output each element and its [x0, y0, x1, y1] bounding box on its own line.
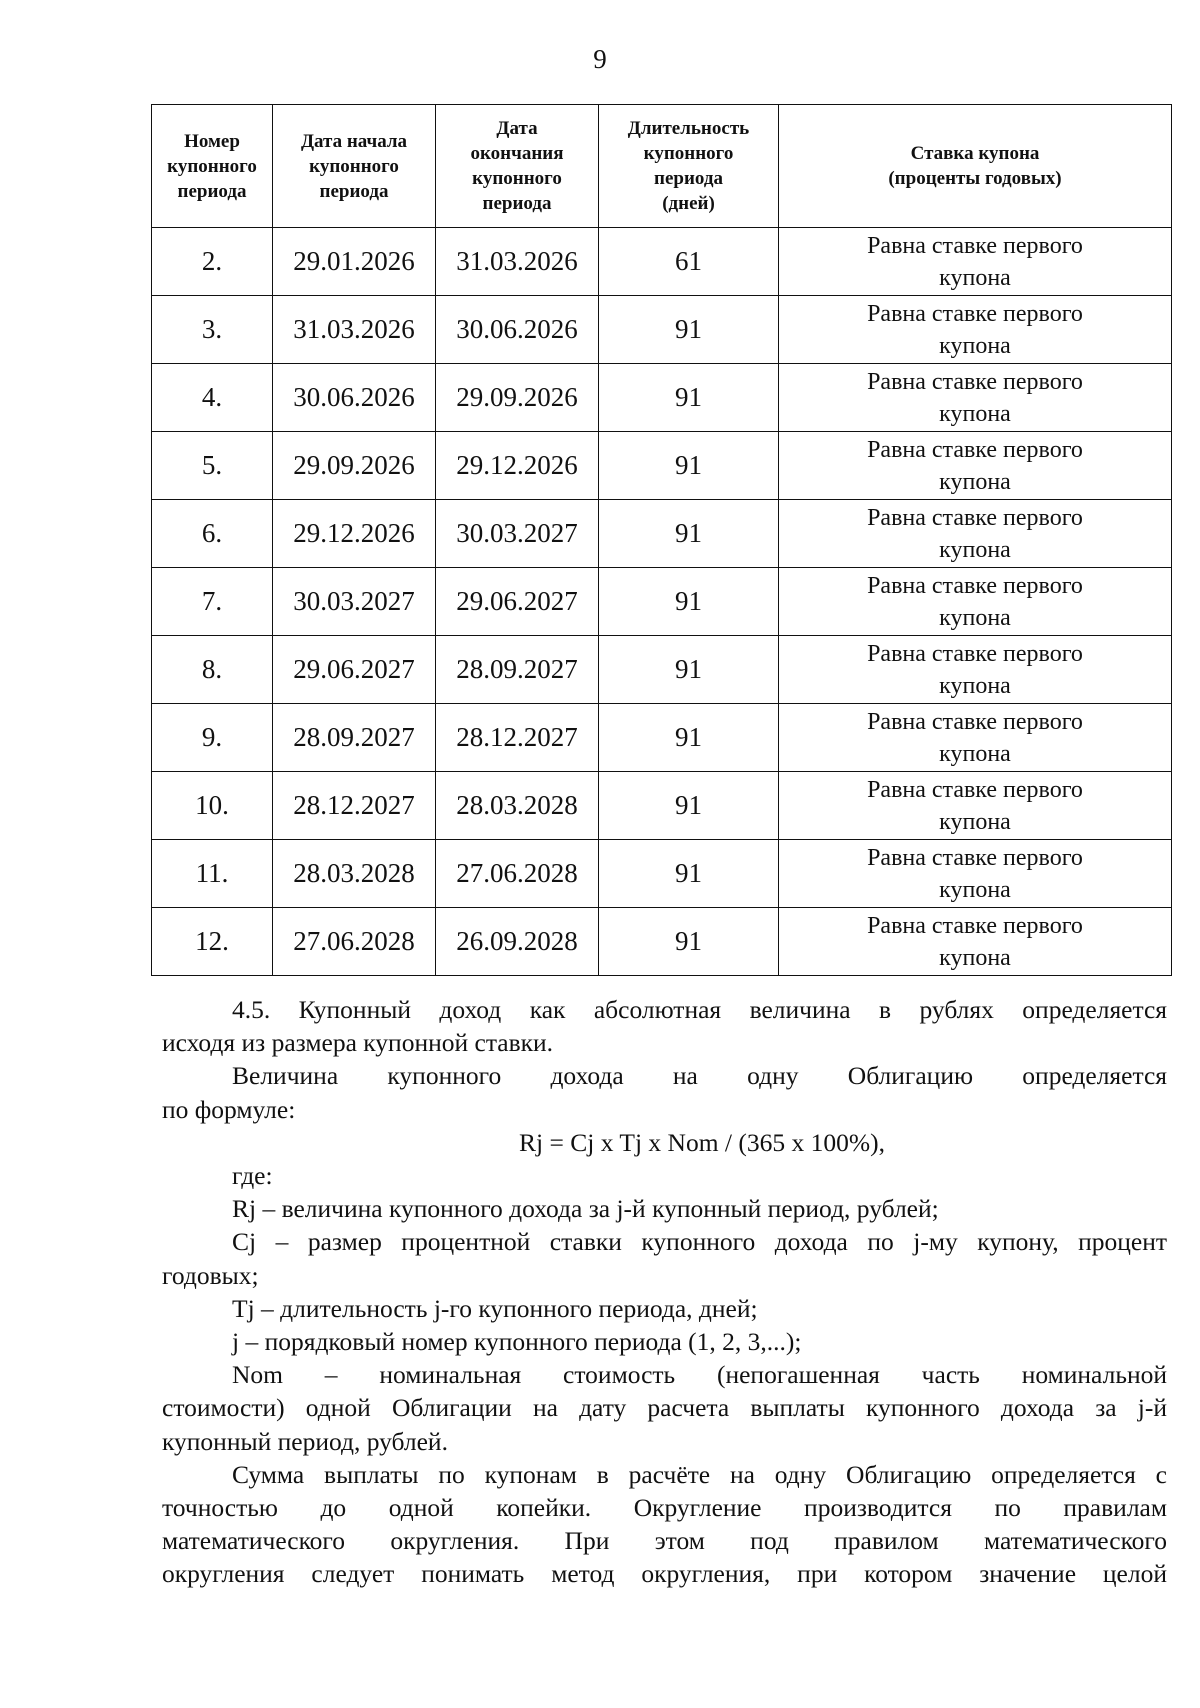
cell-start-date: 30.06.2026 [273, 364, 436, 432]
cell-end-date: 28.03.2028 [436, 772, 599, 840]
table-row [152, 908, 1172, 976]
paragraph-value-line-2: по формуле: [162, 1094, 296, 1124]
body-text [162, 993, 1167, 1591]
cell-coupon-number: 7. [152, 568, 273, 636]
header-coupon-rate: Ставка купона (проценты годовых) [779, 105, 1172, 228]
cell-end-date: 26.09.2028 [436, 908, 599, 976]
coupon-formula: Rj = Cj x Tj x Nom / (365 x 100%), [519, 1127, 885, 1157]
table-row [152, 296, 1172, 364]
cell-duration-days: 91 [599, 500, 779, 568]
paragraph-sum-line-4: округления следует понимать метод округления, при котором значение целой [162, 1559, 1167, 1589]
cell-end-date: 31.03.2026 [436, 228, 599, 296]
cell-coupon-number: 11. [152, 840, 273, 908]
cell-start-date: 31.03.2026 [273, 296, 436, 364]
cell-end-date: 29.12.2026 [436, 432, 599, 500]
table-row [152, 500, 1172, 568]
cell-duration-days: 91 [599, 568, 779, 636]
definition-nom-line-2: стоимости) одной Облигации на дату расчета выплаты купонного дохода за j-й [162, 1393, 1167, 1423]
cell-coupon-rate: Равна ставке первого купона [779, 908, 1172, 976]
cell-end-date: 29.09.2026 [436, 364, 599, 432]
paragraph-4-5-line-2: исходя из размера купонной ставки. [162, 1028, 554, 1058]
definition-tj: Tj – длительность j-го купонного периода, дней; [232, 1293, 758, 1323]
cell-duration-days: 91 [599, 364, 779, 432]
cell-duration-days: 91 [599, 432, 779, 500]
table-row [152, 704, 1172, 772]
header-start-date: Дата начала купонного периода [273, 105, 436, 228]
cell-duration-days: 91 [599, 840, 779, 908]
cell-start-date: 28.03.2028 [273, 840, 436, 908]
cell-start-date: 30.03.2027 [273, 568, 436, 636]
cell-coupon-rate: Равна ставке первого купона [779, 840, 1172, 908]
cell-coupon-rate: Равна ставке первого купона [779, 500, 1172, 568]
cell-duration-days: 91 [599, 704, 779, 772]
table-row [152, 364, 1172, 432]
cell-duration-days: 91 [599, 908, 779, 976]
table-row [152, 228, 1172, 296]
header-end-date: Дата окончания купонного периода [436, 105, 599, 228]
paragraph-sum-line-3: математического округления. При этом под правилом математического [162, 1526, 1167, 1556]
paragraph-sum-line-2: точностью до одной копейки. Округление производится по правилам [162, 1493, 1167, 1523]
cell-start-date: 29.12.2026 [273, 500, 436, 568]
cell-duration-days: 61 [599, 228, 779, 296]
cell-coupon-rate: Равна ставке первого купона [779, 296, 1172, 364]
cell-coupon-number: 2. [152, 228, 273, 296]
table-row [152, 568, 1172, 636]
cell-coupon-number: 8. [152, 636, 273, 704]
cell-coupon-rate: Равна ставке первого купона [779, 228, 1172, 296]
cell-duration-days: 91 [599, 636, 779, 704]
definition-nom-line-3: купонный период, рублей. [162, 1426, 448, 1456]
cell-coupon-number: 12. [152, 908, 273, 976]
definition-j: j – порядковый номер купонного периода (1, 2, 3,...); [232, 1327, 802, 1357]
cell-start-date: 28.09.2027 [273, 704, 436, 772]
cell-coupon-number: 5. [152, 432, 273, 500]
cell-coupon-rate: Равна ставке первого купона [779, 772, 1172, 840]
definition-nom-line-1: Nom – номинальная стоимость (непогашенная часть номинальной [232, 1360, 1167, 1390]
paragraph-sum-line-1: Сумма выплаты по купонам в расчёте на одну Облигацию определяется с [232, 1459, 1167, 1489]
cell-start-date: 28.12.2027 [273, 772, 436, 840]
cell-coupon-rate: Равна ставке первого купона [779, 568, 1172, 636]
cell-coupon-rate: Равна ставке первого купона [779, 364, 1172, 432]
cell-end-date: 30.06.2026 [436, 296, 599, 364]
table-row [152, 772, 1172, 840]
where-label: где: [232, 1161, 273, 1191]
cell-coupon-number: 3. [152, 296, 273, 364]
definition-rj: Rj – величина купонного дохода за j-й купонный период, рублей; [232, 1194, 939, 1224]
cell-end-date: 28.09.2027 [436, 636, 599, 704]
cell-coupon-rate: Равна ставке первого купона [779, 704, 1172, 772]
cell-end-date: 29.06.2027 [436, 568, 599, 636]
paragraph-value-line-1: Величина купонного дохода на одну Облигацию определяется [232, 1061, 1167, 1091]
cell-start-date: 29.01.2026 [273, 228, 436, 296]
paragraph-4-5-line-1: 4.5. Купонный доход как абсолютная величина в рублях определяется [232, 995, 1167, 1024]
table-row [152, 636, 1172, 704]
header-coupon-number: Номер купонного периода [152, 105, 273, 228]
page-number: 9 [593, 44, 607, 74]
cell-start-date: 29.09.2026 [273, 432, 436, 500]
cell-duration-days: 91 [599, 296, 779, 364]
cell-end-date: 28.12.2027 [436, 704, 599, 772]
cell-end-date: 30.03.2027 [436, 500, 599, 568]
cell-coupon-number: 10. [152, 772, 273, 840]
cell-coupon-number: 4. [152, 364, 273, 432]
cell-start-date: 27.06.2028 [273, 908, 436, 976]
cell-coupon-number: 6. [152, 500, 273, 568]
table-row [152, 432, 1172, 500]
cell-duration-days: 91 [599, 772, 779, 840]
table-header-row [152, 105, 1172, 228]
cell-end-date: 27.06.2028 [436, 840, 599, 908]
coupon-schedule-table [151, 104, 1172, 976]
header-duration: Длительность купонного периода (дней) [599, 105, 779, 228]
cell-coupon-rate: Равна ставке первого купона [779, 636, 1172, 704]
cell-coupon-number: 9. [152, 704, 273, 772]
cell-start-date: 29.06.2027 [273, 636, 436, 704]
definition-cj-line-1: Cj – размер процентной ставки купонного дохода по j-му купону, процент [232, 1227, 1167, 1257]
definition-cj-line-2: годовых; [162, 1260, 259, 1290]
cell-coupon-rate: Равна ставке первого купона [779, 432, 1172, 500]
table-row [152, 840, 1172, 908]
